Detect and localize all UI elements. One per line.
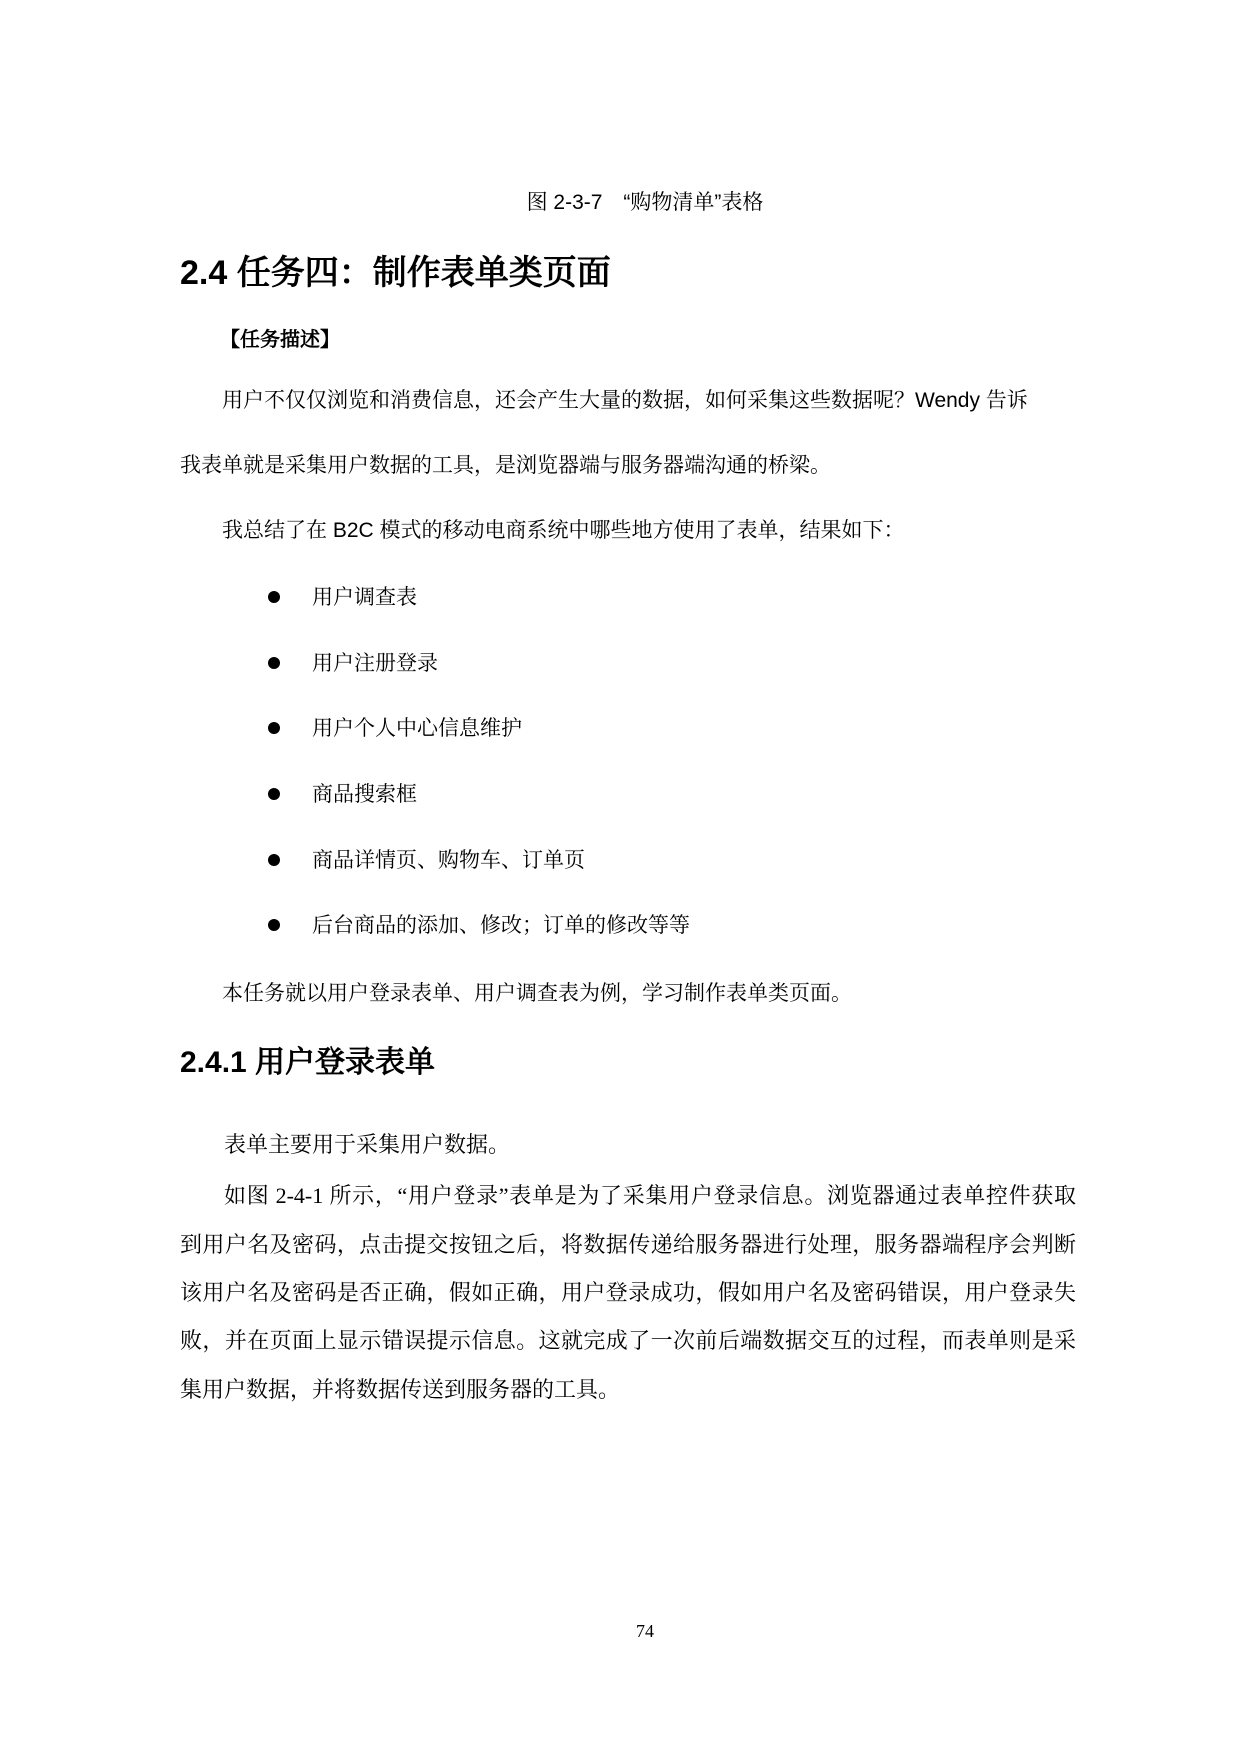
- list-item: 后台商品的添加、修改；订单的修改等等: [312, 914, 690, 937]
- paragraph: 表单主要用于采集用户数据。: [224, 1132, 511, 1157]
- paragraph-line: 集用户数据，并将数据传送到服务器的工具。: [180, 1377, 621, 1402]
- intro-line: 用户不仅仅浏览和消费信息，还会产生大量的数据，如何采集这些数据呢？Wendy 告诉: [222, 389, 1028, 412]
- bullet-icon: [268, 722, 280, 734]
- paragraph-line: 该用户名及密码是否正确，假如正确，用户登录成功，假如用户名及密码错误，用户登录失: [180, 1280, 1076, 1305]
- list-item: 商品搜索框: [312, 783, 417, 806]
- page-number: 74: [636, 1621, 654, 1641]
- list-item: 用户个人中心信息维护: [312, 717, 522, 740]
- paragraph-line: 到用户名及密码，点击提交按钮之后，将数据传递给服务器进行处理，服务器端程序会判断: [180, 1232, 1076, 1257]
- bullet-icon: [268, 854, 280, 866]
- intro-line: 我总结了在 B2C 模式的移动电商系统中哪些地方使用了表单，结果如下：: [222, 519, 905, 542]
- section-heading: 2.4 任务四：制作表单类页面: [180, 254, 611, 292]
- bullet-icon: [268, 657, 280, 669]
- bullet-icon: [268, 788, 280, 800]
- paragraph-line: 如图 2-4-1 所示，“用户登录”表单是为了采集用户登录信息。浏览器通过表单控件获取: [224, 1183, 1076, 1208]
- figure-caption: 图 2-3-7 “购物清单”表格: [526, 191, 764, 214]
- subsection-heading: 2.4.1 用户登录表单: [180, 1046, 436, 1079]
- list-item: 用户调查表: [312, 586, 417, 609]
- bullet-icon: [268, 919, 280, 931]
- list-item: 用户注册登录: [312, 652, 438, 675]
- paragraph-line: 败，并在页面上显示错误提示信息。这就完成了一次前后端数据交互的过程，而表单则是采: [180, 1328, 1076, 1353]
- bullet-icon: [268, 591, 280, 603]
- summary-text: 本任务就以用户登录表单、用户调查表为例，学习制作表单类页面。: [222, 982, 852, 1005]
- task-description-label: 【任务描述】: [220, 329, 340, 351]
- intro-line: 我表单就是采集用户数据的工具，是浏览器端与服务器端沟通的桥梁。: [180, 454, 831, 477]
- list-item: 商品详情页、购物车、订单页: [312, 849, 585, 872]
